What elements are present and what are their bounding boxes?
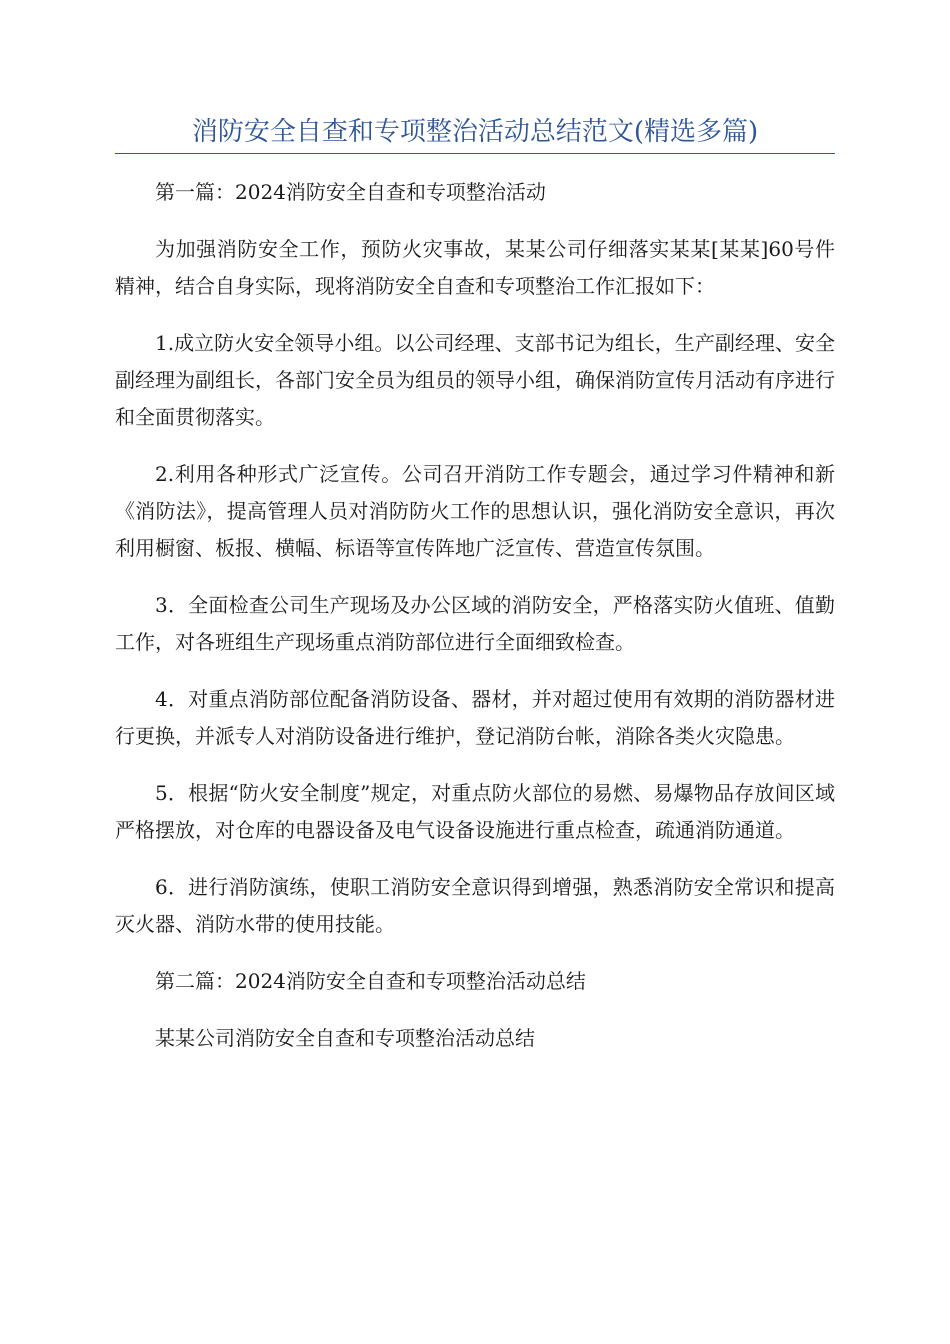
intro-paragraph: 为加强消防安全工作，预防火灾事故，某某公司仔细落实某某[某某]60号件精神，结合自身实际，现将消防安全自查和专项整治工作汇报如下： xyxy=(115,237,835,298)
item-paragraph-1: 1.成立防火安全领导小组。以公司经理、支部书记为组长，生产副经理、安全副经理为副组长，各部门安全员为组员的领导小组，确保消防宣传月活动有序进行和全面贯彻落实。 xyxy=(115,331,835,429)
item-paragraph-5: 5．根据“防火安全制度”规定，对重点防火部位的易燃、易爆物品存放间区域严格摆放，对仓库的电器设备及电气设备设施进行重点检查，疏通消防通道。 xyxy=(115,781,835,842)
item-paragraph-3: 3．全面检查公司生产现场及办公区域的消防安全，严格落实防火值班、值勤工作，对各班组生产现场重点消防部位进行全面细致检查。 xyxy=(115,593,835,654)
section-heading-2: 第二篇：2024消防安全自查和专项整治活动总结 xyxy=(155,969,586,993)
section-subtitle: 某某公司消防安全自查和专项整治活动总结 xyxy=(155,1026,535,1050)
document-body xyxy=(115,174,835,1077)
item-paragraph-4: 4．对重点消防部位配备消防设备、器材，并对超过使用有效期的消防器材进行更换，并派专人对消防设备进行维护，登记消防台帐，消除各类火灾隐患。 xyxy=(115,687,835,748)
title-underline xyxy=(115,153,835,154)
document-title: 消防安全自查和专项整治活动总结范文(精选多篇) xyxy=(191,117,759,147)
item-paragraph-6: 6．进行消防演练，使职工消防安全意识得到增强，熟悉消防安全常识和提高灭火器、消防水带的使用技能。 xyxy=(115,875,835,936)
item-paragraph-2: 2.利用各种形式广泛宣传。公司召开消防工作专题会，通过学习件精神和新《消防法》，提高管理人员对消防防火工作的思想认识，强化消防安全意识，再次利用橱窗、板报、横幅、标语等宣传阵地广泛宣传、营造宣传氛围。 xyxy=(115,462,835,560)
section-heading-1: 第一篇：2024消防安全自查和专项整治活动 xyxy=(155,180,546,204)
